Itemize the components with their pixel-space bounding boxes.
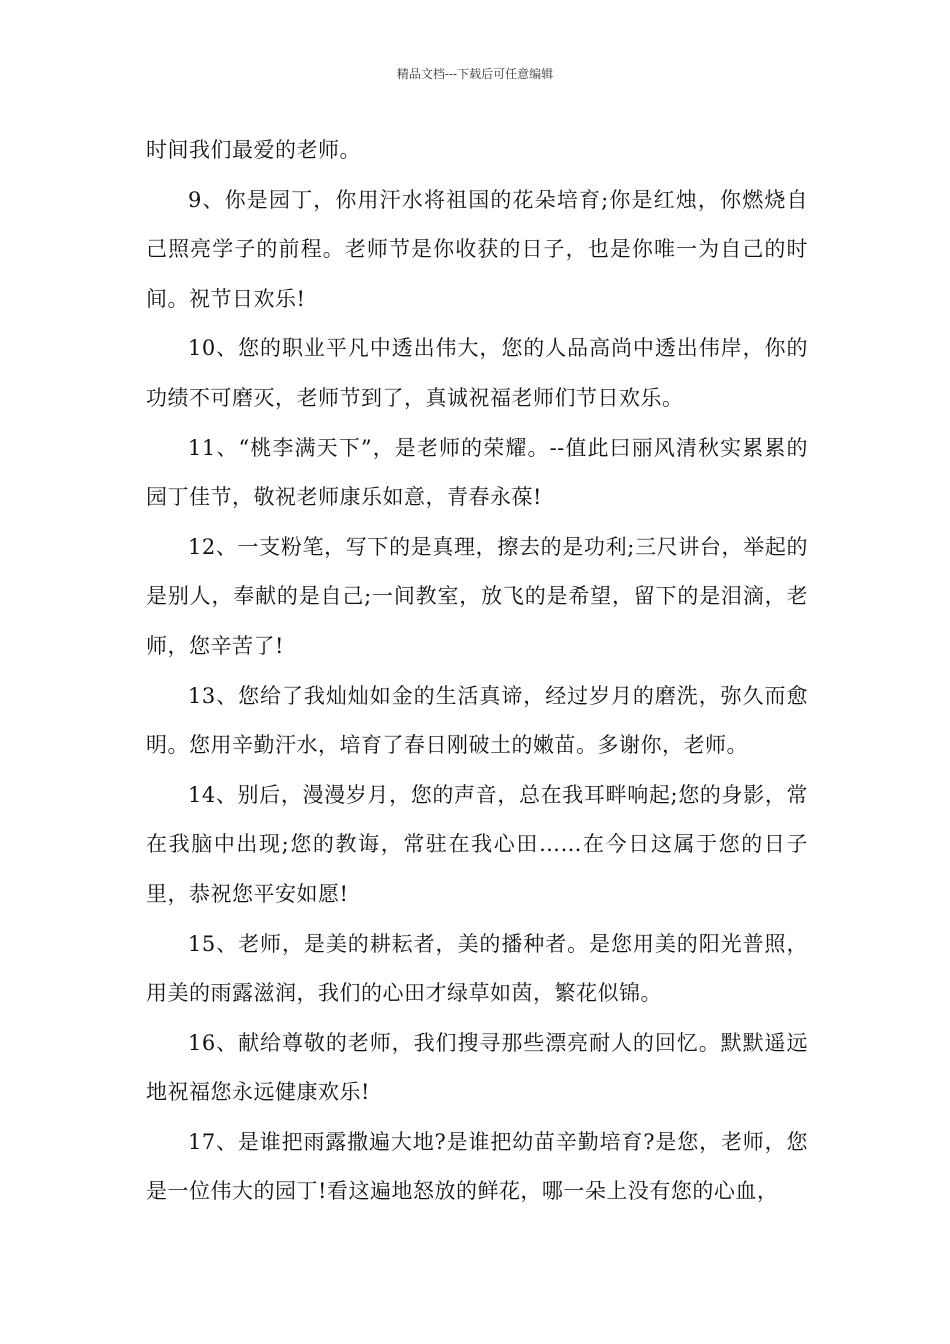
paragraph-10: 10、您的职业平凡中透出伟大，您的人品高尚中透出伟岸，你的功绩不可磨灭，老师节到了，真诚祝福老师们节日欢乐。 [146,336,808,410]
paragraph-continuation: 时间我们最爱的老师。 [146,138,361,162]
paragraph-15: 15、老师，是美的耕耘者，美的播种者。是您用美的阳光普照，用美的雨露滋润，我们的心田才绿草如茵，繁花似锦。 [146,931,808,1006]
paragraph-11: 11、“桃李满天下”，是老师的荣耀。--值此曰丽风清秋实累累的园丁佳节，敬祝老师康乐如意，青春永葆! [146,435,808,510]
paragraph-9: 9、你是园丁，你用汗水将祖国的花朵培育;你是红烛，你燃烧自己照亮学子的前程。老师节是你收获的日子，也是你唯一为自己的时间。祝节日欢乐! [146,187,808,311]
paragraph-17: 17、是谁把雨露撒遍大地?是谁把幼苗辛勤培育?是您，老师，您是一位伟大的园丁!看这遍地怒放的鲜花，哪一朵上没有您的心血， [146,1129,808,1204]
document-body [146,126,808,1217]
paragraph-14: 14、别后，漫漫岁月，您的声音，总在我耳畔响起;您的身影，常在我脑中出现;您的教诲，常驻在我心田……在今日这属于您的日子里，恭祝您平安如愿! [146,782,808,906]
paragraph-12: 12、一支粉笔，写下的是真理，擦去的是功利;三尺讲台，举起的是别人，奉献的是自己;一间教室，放飞的是希望，留下的是泪滴，老师，您辛苦了! [146,534,808,658]
paragraph-13: 13、您给了我灿灿如金的生活真谛，经过岁月的磨洗，弥久而愈明。您用辛勤汗水，培育了春日刚破土的嫩苗。多谢你，老师。 [146,683,808,758]
page-header: 精品文档---下载后可任意编辑 [396,67,554,81]
paragraph-16: 16、献给尊敬的老师，我们搜寻那些漂亮耐人的回忆。默默遥远地祝福您永远健康欢乐! [146,1030,808,1105]
